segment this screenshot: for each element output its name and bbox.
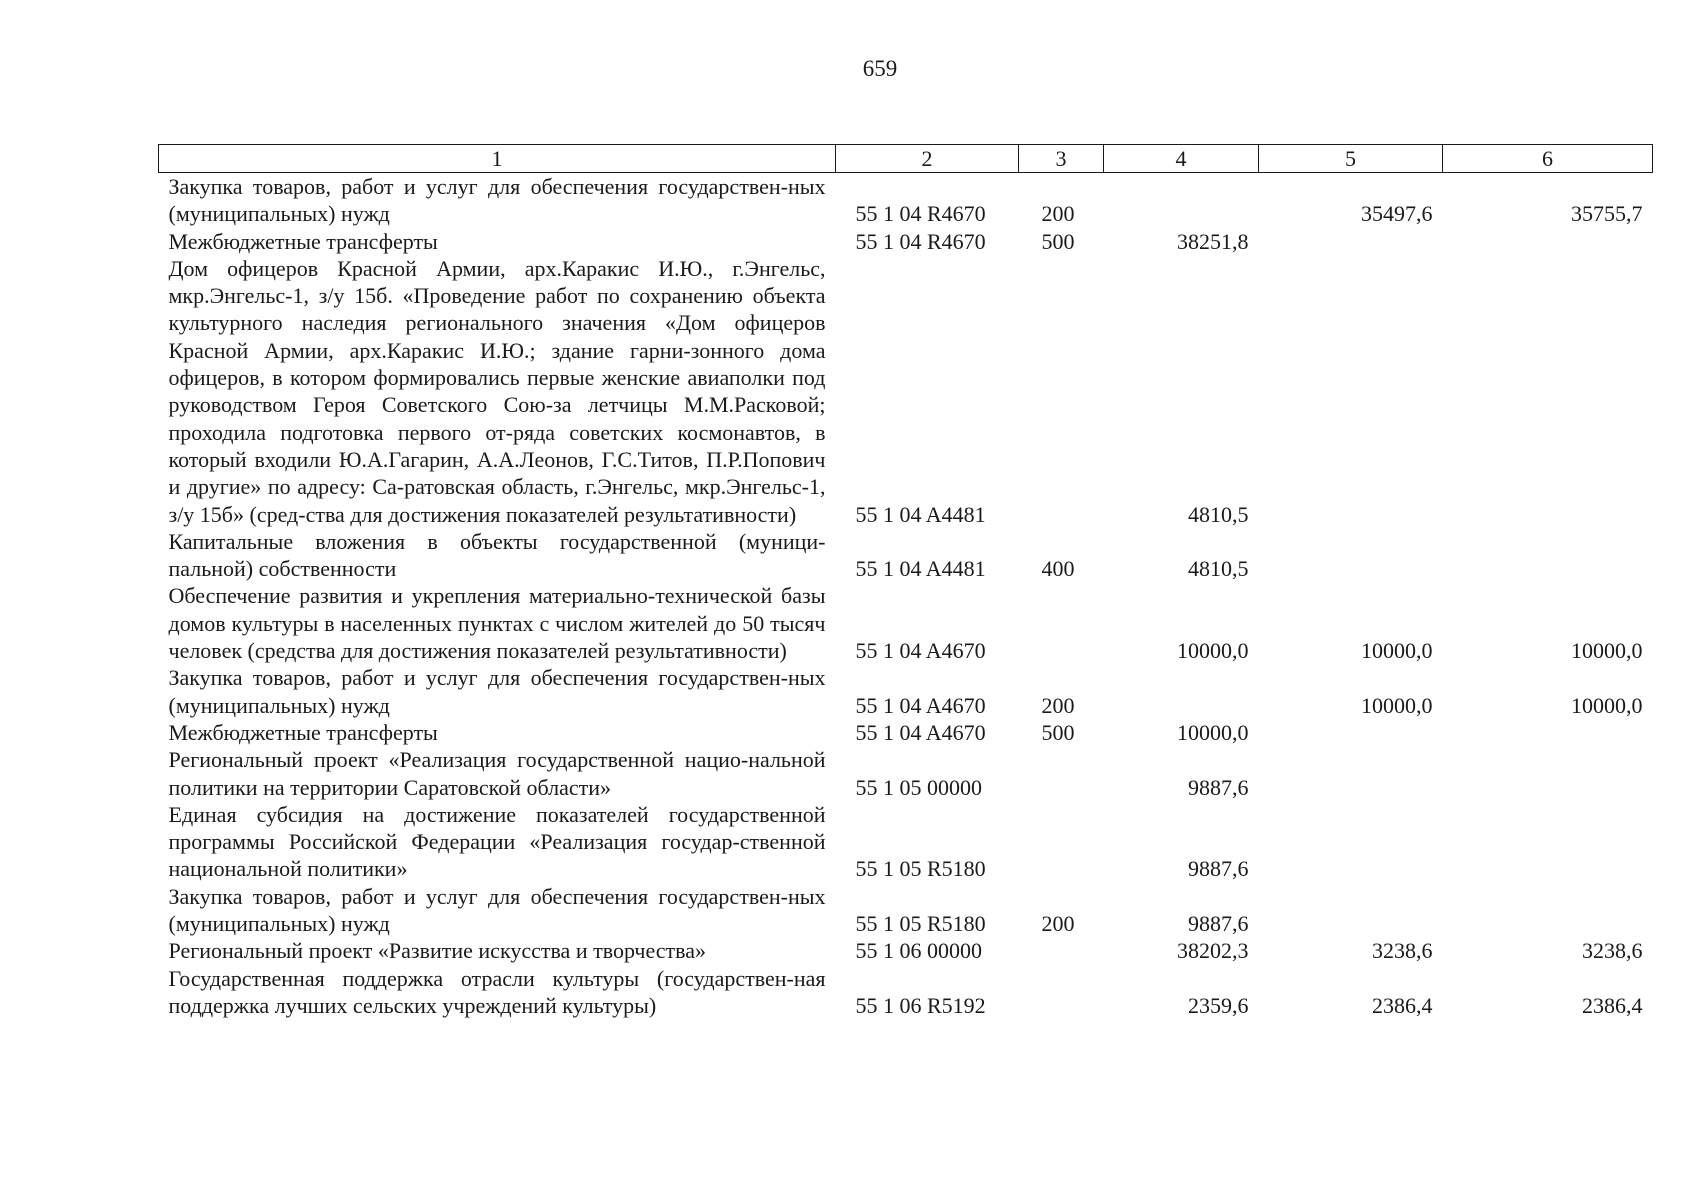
row-name: Закупка товаров, работ и услуг для обеспечения государствен-ных (муниципальных) нужд: [168, 174, 826, 227]
table-row: [159, 719, 1653, 746]
row-type: [1019, 965, 1104, 1020]
column-header-2: 2: [836, 145, 1019, 173]
row-value-6: 35755,7: [1571, 201, 1643, 227]
row-value-4: 10000,0: [1177, 638, 1249, 664]
row-name: Региональный проект «Развитие искусства и творчества»: [168, 938, 707, 964]
row-value-5: 10000,0: [1361, 692, 1433, 718]
row-value-4: 9887,6: [1188, 911, 1249, 937]
table-row: [159, 746, 1653, 801]
row-name: Обеспечение развития и укрепления материально-технической базы домов культуры в населенных пунктах с числом жителей до 50 тысяч человек (средства для достижения показателей результативности): [168, 583, 826, 664]
row-value-4: 9887,6: [1188, 774, 1249, 800]
row-value-4: 10000,0: [1177, 719, 1249, 745]
row-value-6: 3238,6: [1582, 938, 1643, 964]
row-value-6: [1443, 228, 1653, 255]
row-type: 500: [1041, 228, 1075, 254]
row-value-6: 10000,0: [1571, 638, 1643, 664]
row-type: [1019, 937, 1104, 964]
row-value-5: 35497,6: [1361, 201, 1433, 227]
row-type: [1019, 582, 1104, 664]
table-row: [159, 528, 1653, 583]
column-header-1: 1: [159, 145, 836, 173]
row-value-4: 38202,3: [1177, 938, 1249, 964]
row-value-4: 38251,8: [1177, 228, 1249, 254]
table-row: [159, 664, 1653, 719]
column-header-5: 5: [1259, 145, 1443, 173]
budget-table: [158, 144, 1653, 1019]
row-code: 55 1 06 00000: [855, 938, 982, 964]
row-value-5: [1259, 228, 1443, 255]
row-code: 55 1 05 00000: [855, 774, 982, 800]
row-value-5: [1259, 528, 1443, 583]
row-type: 400: [1041, 556, 1075, 582]
table-row: [159, 582, 1653, 664]
row-value-5: [1259, 883, 1443, 938]
row-code: 55 1 04 A4670: [855, 638, 986, 664]
row-code: 55 1 05 R5180: [855, 911, 986, 937]
row-value-6: [1443, 255, 1653, 528]
row-name: Единая субсидия на достижение показателей государственной программы Российской Федерации «Реализация государ-ственной национальной политики»: [168, 801, 826, 882]
row-type: 200: [1041, 911, 1075, 937]
row-value-4: 4810,5: [1188, 556, 1249, 582]
row-value-5: [1259, 255, 1443, 528]
row-value-6: [1443, 719, 1653, 746]
row-name: Дом офицеров Красной Армии, арх.Каракис И.Ю., г.Энгельс, мкр.Энгельс-1, з/у 15б. «Проведение работ по сохранению объекта культурного наследия регионального значения «Дом офицеров Красной Армии, арх.Каракис И.Ю.; здание гарни-зонного дома офицеров, в котором формировались первые женские авиаполки под руководством Героя Советского Сою-за летчицы М.М.Расковой; проходила подготовка первого от-ряда советских космонавтов, в который входили Ю.А.Гагарин, А.А.Леонов, Г.С.Титов, П.Р.Попович и другие» по адресу: Са-ратовская область, г.Энгельс, мкр.Энгельс-1, з/у 15б» (сред-ства для достижения показателей результативности): [168, 255, 826, 527]
row-value-6: 10000,0: [1571, 692, 1643, 718]
row-type: [1019, 801, 1104, 883]
column-header-6: 6: [1443, 145, 1653, 173]
row-name: Региональный проект «Реализация государственной нацио-нальной политики на территории Саратовской области»: [168, 747, 826, 800]
row-value-4: [1104, 173, 1259, 228]
row-value-4: 4810,5: [1188, 501, 1249, 527]
page-number: 659: [862, 56, 898, 81]
row-value-6: [1443, 746, 1653, 801]
row-value-4: 9887,6: [1188, 856, 1249, 882]
header-row: [159, 145, 1653, 173]
table-row: [159, 883, 1653, 938]
table-row: [159, 228, 1653, 255]
row-value-6: [1443, 883, 1653, 938]
row-code: 55 1 04 R4670: [855, 228, 986, 254]
row-value-5: [1259, 719, 1443, 746]
row-type: 200: [1041, 692, 1075, 718]
row-type: [1019, 746, 1104, 801]
row-value-5: [1259, 801, 1443, 883]
row-value-6: [1443, 528, 1653, 583]
row-type: 200: [1041, 201, 1075, 227]
row-name: Межбюджетные трансферты: [168, 228, 438, 254]
row-value-5: [1259, 746, 1443, 801]
row-value-5: 2386,4: [1372, 992, 1433, 1018]
row-code: 55 1 04 A4481: [855, 501, 986, 527]
row-code: 55 1 05 R5180: [855, 856, 986, 882]
column-header-3: 3: [1019, 145, 1104, 173]
row-name: Закупка товаров, работ и услуг для обеспечения государствен-ных (муниципальных) нужд: [168, 665, 826, 718]
table-row: [159, 173, 1653, 228]
row-name: Капитальные вложения в объекты государственной (муници-пальной) собственности: [168, 528, 826, 582]
row-value-6: 2386,4: [1582, 992, 1643, 1018]
table-row: [159, 965, 1653, 1020]
row-name: Межбюджетные трансферты: [168, 719, 438, 745]
row-value-4: [1104, 664, 1259, 719]
row-type: [1019, 255, 1104, 528]
row-value-5: 10000,0: [1361, 638, 1433, 664]
row-code: 55 1 04 A4670: [855, 719, 986, 745]
row-code: 55 1 04 R4670: [855, 201, 986, 227]
table-row: [159, 801, 1653, 883]
row-code: 55 1 04 A4481: [855, 556, 986, 582]
row-code: 55 1 04 A4670: [855, 692, 986, 718]
row-value-6: [1443, 801, 1653, 883]
row-name: Государственная поддержка отрасли культуры (государствен-ная поддержка лучших сельских учреждений культуры): [168, 965, 826, 1018]
row-type: 500: [1041, 719, 1075, 745]
table-row: [159, 937, 1653, 964]
row-value-5: 3238,6: [1372, 938, 1433, 964]
table-row: [159, 255, 1653, 528]
row-name: Закупка товаров, работ и услуг для обеспечения государствен-ных (муниципальных) нужд: [168, 883, 826, 937]
row-value-4: 2359,6: [1188, 992, 1249, 1018]
column-header-4: 4: [1104, 145, 1259, 173]
row-code: 55 1 06 R5192: [855, 992, 986, 1018]
